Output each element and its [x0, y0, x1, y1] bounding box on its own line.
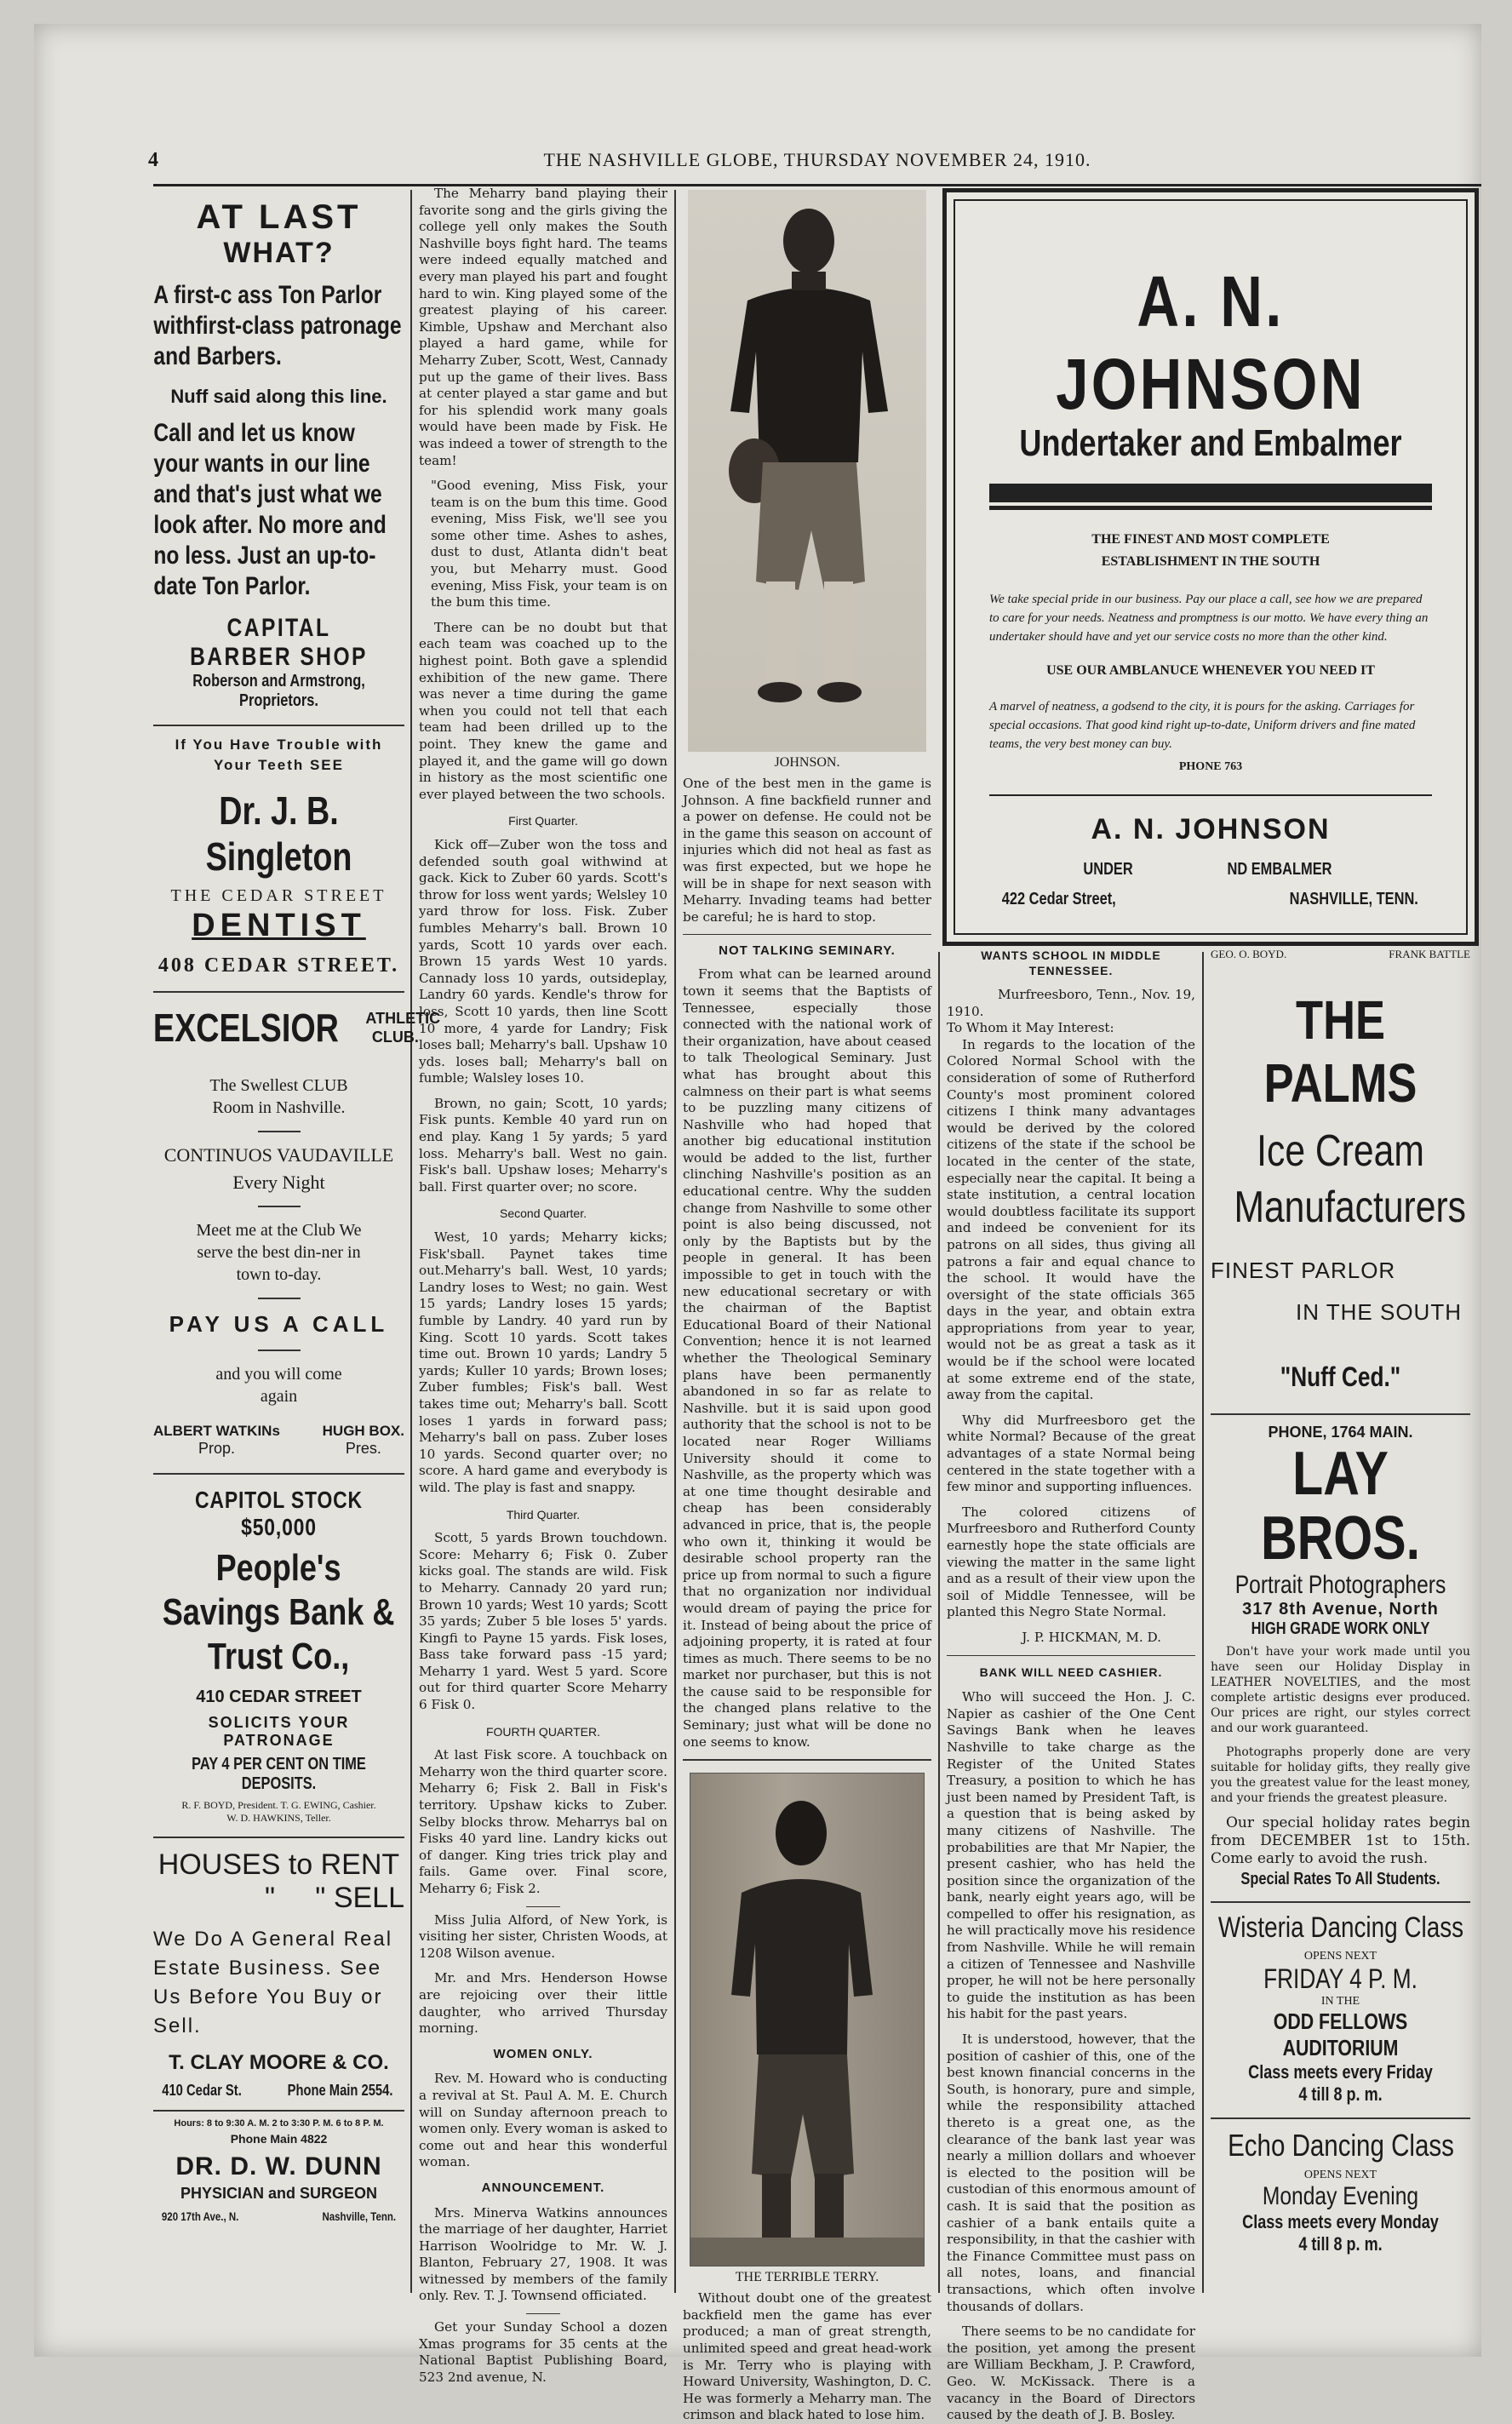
dentist-street: THE CEDAR STREET	[170, 886, 387, 905]
social-note: Miss Julia Alford, of New York, is visiting her sister, Christen Woods, at 1208 Wilson avenue.	[419, 1911, 667, 1961]
lay-phone: PHONE, 1764 MAIN.	[1268, 1424, 1413, 1441]
decorative-bar	[989, 484, 1432, 502]
article-poem: "Good evening, Miss Fisk, your team is on the bum this time. Good evening, Miss Fisk, we'll see you some other time. Ashes to ashes, dust to dust, Atlanta didn't beat you, but Meharry must. Good evening, Miss Fisk, your team is on the bum this time.	[431, 478, 667, 610]
undertaker-label: UNDER	[1083, 860, 1134, 879]
real-estate-head: HOUSES to RENT	[158, 1848, 400, 1881]
article-paragraph: The colored citizens of Murfreesboro and Rutherford County earnestly hope the state officials are viewing the matter in the same light and as a result of their view upon the soil of Middle Tennessee, will be planted this Negro State Normal.	[947, 1504, 1195, 1620]
masthead-title: THE NASHVILLE GLOBE, THURSDAY NOVEMBER 24, 1910.	[543, 149, 1091, 170]
bank-officers: R. F. BOYD, President. T. G. EWING, Cashier.	[181, 1799, 376, 1811]
echo-opens: OPENS NEXT	[1303, 2169, 1377, 2181]
ad-headline-2: WHAT?	[223, 237, 335, 269]
article-paragraph: In regards to the location of the Colored Normal School with the consideration of some of Rutherford County's most prominent colored citizens I think many advantages would be derived by the colored citizens of the state if the school be located in the center of the state, especially near the capital. It being a state institution, a central location would doubtless facilitate its support and indeed be convenient for its patrons on all sides, thus giving all patrons a fair and equal chance to the school. It would have the oversight of the state officials 365 days in the year, and obtain extra appropriations from year to year, would not be as great a task as it would be if the school were located at some extreme end of the state, away from the capital.	[947, 1036, 1195, 1403]
ad-johnson-undertaker	[942, 188, 1479, 946]
proprietor-battle: FRANK BATTLE	[1389, 948, 1470, 960]
wisteria-venue: ODD FELLOWS AUDITORIUM	[1273, 2009, 1408, 2060]
article-paragraph: Rev. M. Howard who is conducting a revival at St. Paul A. M. E. Church will on Sunday afternoon preach to women only. Every woman is asked to come out and hear this wonderful woman.	[419, 2071, 667, 2170]
football-player-illustration	[690, 1774, 924, 2266]
article-johnson	[683, 776, 931, 925]
club-name: EXCELSIOR	[152, 1006, 339, 1050]
ad-the-palms	[1211, 989, 1470, 1393]
undertaker-finest: THE FINEST AND MOST COMPLETE ESTABLISHMENT IN THE SOUTH	[1091, 532, 1330, 569]
ad-divider	[153, 2110, 404, 2112]
salutation: To Whom it May Interest:	[947, 1020, 1114, 1036]
real-estate-address: 410 Cedar St.	[162, 2082, 242, 2099]
bank-address: 410 CEDAR STREET	[196, 1688, 362, 1706]
article-paragraph: Get your Sunday School a dozen Xmas programs for 35 cents at the National Baptist Publishing Board, 523 2nd avenue, N.	[419, 2319, 667, 2385]
photo-caption: JOHNSON.	[774, 755, 840, 770]
article-divider	[947, 1655, 1195, 1656]
undertaker-name-2: A. N. JOHNSON	[1091, 813, 1331, 845]
lay-paragraph: Photographs properly done are very suitable for holiday gifts, they really give you the greatest value for the least money, and your friends the greatest pleasure.	[1211, 1745, 1470, 1805]
article-paragraph: West, 10 yards; Meharry kicks; Fisk'sball. Paynet takes time out.Meharry's ball. West, 10 yards; Landry loses to West; no gain. West 15 yards; Landry loses 15 yards; fumble by Landry. 40 yard run by King. Scott 10 yards. Scott takes time out. Brown 10 yards; Landry 5 yards; Kuller 10 yards; Brown loses; Zuber fumbles; Fisk's ball. West takes time out; Meharry's ball. Scott loses 1 yards in forward pass; Meharry's ball on pass. Zuber loses 10 yards. Second quarter over; no score. A hard game and everybody is wild. The play is fast and snappy.	[419, 1229, 667, 1495]
ad-dash	[258, 1206, 301, 1207]
dentist-address: 408 CEDAR STREET.	[158, 954, 400, 977]
article-paragraph: One of the best men in the game is Johnson. A fine backfield runner and a power on defense. He could not be in the game this season on account of injuries which did not heal as fast as was first expected, but we hope he will be in shape for next season with Meharry. Invading teams had better be careful; he is hard to stop.	[683, 776, 931, 925]
bank-solicit: SOLICITS YOUR PATRONAGE	[208, 1714, 350, 1749]
dentist-title: DENTIST	[192, 908, 366, 943]
article-paragraph: From what can be learned around town it seems that the Baptists of Tennessee, especially those connected with the national work of their organization, have about ceased to talk Theological Seminary. Just what has brought about this calmness on their part is what seems to be puzzling many citizens of Nashville who had hoped that another big educational institution would be added to the list, further clinching Nashville's position as an educational centre. Why the sudden change from Nashville to some other point is also being discussed, not only by the Baptists but by the people in general. It has been impossible to get in touch with the new educational secretary or with the chairman of the Baptist Educational Board of their National Convention; hence it is not learned whether the Theological Seminary plans have been permanently abandoned in so far as relate to Nashville. but it is said upon good authority that the school is not to be located near Roger Williams University should it come to Nashville, as the property which was at one time thought desirable and cheap has been considerably advanced in price, that is, the people who own it, thinking it would be desirable school property ran the price up from normal to such a figure that no organization nor individual would dream of paying the price for it. Instead of being about the price of adjoining property, it is rated at four times as much. There seems to be no market nor purchaser, but this is not the cause said to be responsible for the changed plans relative to the Seminary; just what will be done no one seems to know.	[683, 966, 931, 1750]
photo-caption: THE TERRIBLE TERRY.	[735, 2270, 879, 2285]
ad-headline: AT LAST	[196, 198, 362, 236]
section-heading: First Quarter.	[508, 814, 578, 828]
lay-students: Special Rates To All Students.	[1240, 1870, 1440, 1888]
proprietors: Roberson and Armstrong, Proprietors.	[192, 672, 365, 710]
bank-name: People's Savings Bank & Trust Co.,	[163, 1547, 395, 1677]
echo-time: 4 till 8 p. m.	[1298, 2233, 1383, 2255]
club-line: The Swellest CLUB Room in Nashville.	[209, 1076, 348, 1117]
club-proprietor-title: Prop.	[198, 1440, 235, 1457]
doctor-city: Nashville, Tenn.	[322, 2209, 397, 2223]
office-hours: Hours: 8 to 9:30 A. M. 2 to 3:30 P. M. 6 to 8 P. M.	[174, 2118, 384, 2129]
palms-name: THE PALMS	[1263, 989, 1418, 1114]
club-call: PAY US A CALL	[169, 1311, 389, 1337]
article-paragraph: Who will succeed the Hon. J. C. Napier as cashier of the One Cent Savings Bank when he leaves Nashville to take charge as the Register of the United States Treasury, a position to which he has just been named by President Taft, is a question that is being asked by many citizens of Nashville. The probabilities are that Mr Napier, the present cashier, who has held the position since the organization of the bank, nearly eight years ago, will be compelled to offer his resignation, as he will practically move his residence from Nashville. While he will remain a citizen of Tennessee and Nashville proper, he will not be here personally to guide the institution as has been his habit for the past years.	[947, 1689, 1195, 2022]
article-paragraph: It is understood, however, that the position of cashier of this, one of the best known financial concerns in the South, is honorary, pure and simple, while the responsibility attached thereto is a great one, as the clearance of the bank last year was nearly a million dollars and whoever is elected to the position will be custodian of this enormous amount of cash. It is said that the position as cashier of a bank entails quite a responsibility, in that the cashier with the Finance Committee must pass on all notes, loans, and financial transactions, which often involve thousands of dollars.	[947, 2031, 1195, 2314]
masthead-rule	[153, 184, 1481, 186]
real-estate-head-2: " " SELL	[265, 1882, 404, 1914]
social-note: Mr. and Mrs. Henderson Howse are rejoicing over their little daughter, who arrived Thursday morning.	[419, 1970, 667, 2037]
article-paragraph: Why did Murfreesboro get the white Normal? Because of the great advantages of a state Normal being centered in the state together with a few minor and supporting influences.	[947, 1412, 1195, 1495]
ad-tagline: Nuff said along this line.	[170, 386, 387, 407]
photo-terry	[690, 1773, 925, 2266]
article-paragraph: At last Fisk score. A touchback on Meharry won the third quarter score. Meharry 6; Fisk 2. Ball in Fisk's territory. Upshaw kicks to Zuber. Selby blocks throw. Meharrys bal on Fisks 40 yard line. Landry kicks out of danger. King tries trick play and fails. Game over. Final score, Meharry 6; Fisk 2.	[419, 1747, 667, 1896]
club-president: HUGH BOX.	[322, 1423, 404, 1439]
embalmer-label: ND EMBALMER	[1227, 860, 1332, 879]
wisteria-time: 4 till 8 p. m.	[1298, 2083, 1383, 2105]
column-photos	[683, 190, 931, 2423]
newspaper-page	[34, 24, 1481, 2423]
ad-peoples-savings-bank	[153, 1487, 404, 1825]
doctor-title: PHYSICIAN and SURGEON	[180, 2185, 378, 2202]
echo-day: Monday Evening	[1262, 2182, 1419, 2210]
ad-dr-dunn	[153, 2118, 404, 2223]
article-heading: BANK WILL NEED CASHIER.	[979, 1665, 1163, 1679]
palms-finest: FINEST PARLOR	[1211, 1258, 1396, 1283]
column-football	[419, 186, 667, 2385]
article-paragraph: Mrs. Minerva Watkins announces the marriage of her daughter, Harriet Harrison Woolridge to Mr. W. J. Blanton, February 27, 1908. It was witnessed by members of the family only. Rev. T. J. Townsend officiated.	[419, 2204, 667, 2304]
article-paragraph: Scott, 5 yards Brown touchdown. Score: Meharry 6; Fisk 0. Zuber kicks goal. The stands are wild. Fisk to Meharry. Cannady 20 yard run; Brown 10 yards; West 10 yards; Scott 35 yards; Zuber 5 ble loses 5' yards. Kingfi to Payne 15 yards. Fisk loses, Bass take forward pass -15 yard; Meharry 1 yard. West 5 yard. Score out for third quarter Score Meharry 6 Fisk 0.	[419, 1530, 667, 1713]
signature: J. P. HICKMAN, M. D.	[1022, 1629, 1161, 1645]
article-terry	[683, 2290, 931, 2424]
lay-name: LAY BROS.	[1261, 1440, 1420, 1573]
column-school-bank	[947, 948, 1195, 2423]
ad-dash	[258, 1298, 301, 1299]
dentist-name: Dr. J. B. Singleton	[205, 788, 352, 879]
ad-divider	[1211, 1901, 1470, 1903]
real-estate-phone: Phone Main 2554.	[287, 2082, 393, 2099]
article-paragraph: There seems to be no candidate for the position, yet among the present are William Beckham, J. P. Crawford, Geo. W. McKissack. There is a vacancy in the Board of Directors caused by the death of J. B. Bosley.	[947, 2324, 1195, 2423]
undertaker-address: 422 Cedar Street,	[1001, 890, 1116, 908]
doctor-address: 920 17th Ave., N.	[161, 2209, 239, 2223]
column-divider	[1202, 952, 1204, 2293]
ad-excelsior-club	[152, 1005, 441, 1458]
bank-teller: W. D. HAWKINS, Teller.	[226, 1812, 331, 1824]
ad-wisteria-dancing	[1211, 1911, 1470, 2106]
undertaker-ambulance: USE OUR AMBLANUCE WHENEVER YOU NEED IT	[1046, 663, 1375, 678]
business-name: CAPITAL BARBER SHOP	[190, 614, 368, 671]
bank-interest: PAY 4 PER CENT ON TIME DEPOSITS.	[192, 1755, 366, 1793]
undertaker-phone: PHONE 763	[1178, 760, 1243, 773]
article-heading: WANTS SCHOOL IN MIDDLE TENNESSEE.	[981, 948, 1161, 977]
proprietor-boyd: GEO. O. BOYD.	[1211, 948, 1287, 960]
ad-inner-border	[954, 199, 1468, 935]
club-dinner: Meet me at the Club We serve the best din-ner in town to-day.	[196, 1221, 362, 1284]
article-divider	[526, 1906, 560, 1907]
club-every-night: Every Night	[232, 1172, 325, 1193]
article-divider	[683, 934, 931, 935]
ad-divider	[1211, 1413, 1470, 1415]
lay-address: 317 8th Avenue, North	[1242, 1600, 1439, 1619]
article-heading: ANNOUNCEMENT.	[481, 2180, 605, 2195]
echo-name: Echo Dancing Class	[1227, 2128, 1454, 2163]
ad-echo-dancing	[1211, 2128, 1470, 2255]
real-estate-name: T. CLAY MOORE & CO.	[169, 2051, 389, 2074]
photo-johnson	[688, 190, 926, 752]
article-divider	[683, 1759, 931, 1761]
palms-tagline: Ice Cream Manufacturers	[1234, 1126, 1466, 1232]
lay-holiday: Our special holiday rates begin from DECEMBER 1st to 15th. Come early to avoid the rush.	[1211, 1814, 1470, 1867]
wisteria-name: Wisteria Dancing Class	[1217, 1911, 1463, 1944]
article-seminary	[683, 966, 931, 1751]
article-heading: WOMEN ONLY.	[493, 2046, 593, 2061]
club-president-title: Pres.	[345, 1440, 381, 1457]
article-paragraph: There can be no doubt but that each team was coached up to the highest point. Both gave a splendid exhibition of the new game. There was never a time during the game when you could not tell that each team had been drilled up to the point. They knew the game and played it, and the game will go down in history as the most scientific one ever played between the two schools.	[419, 619, 667, 802]
undertaker-city: NASHVILLE, TENN.	[1289, 890, 1418, 908]
column-divider	[410, 190, 412, 2293]
real-estate-body: We Do A General Real Estate Business. See Us Before You Buy or Sell.	[153, 1928, 393, 2037]
undertaker-paragraph-2: A marvel of neatness, a godsend to the city, it is pours for the asking. Carriages for special occasions. That good kind right up-to-date, Uniform drivers and fine mated teams, the very best money can buy.	[989, 700, 1416, 751]
undertaker-paragraph: We take special pride in our business. Pay our place a call, see how we are prepared to care for your needs. Neatness and promptness is our motto. We have every thing an undertaker should have and yet our service costs no more than the other kind.	[989, 593, 1429, 644]
ad-lay-bros	[1211, 1424, 1470, 1889]
section-heading: Second Quarter.	[500, 1206, 587, 1221]
wisteria-day: FRIDAY 4 P. M.	[1263, 1963, 1418, 1994]
decorative-bar	[989, 506, 1432, 510]
club-proprietor: ALBERT WATKINs	[153, 1423, 280, 1439]
article-paragraph: Without doubt one of the greatest backfield men the game has ever produced; a man of great strength, unlimited speed and great head-work is Mr. Terry who is playing with Howard University, Washington, D. C. He was formerly a Meharry man. The crimson and black hated to lose him.	[683, 2290, 931, 2423]
lay-paragraph: Don't have your work made until you have seen our Holiday Display in LEATHER NOVELTIES, and the most complete artistic designs ever produced. Our prices are right, our styles correct and our work guaranteed.	[1211, 1645, 1470, 1735]
ad-teaser: If You Have Trouble with Your Teeth SEE	[175, 736, 383, 773]
section-heading: Third Quarter.	[506, 1507, 581, 1521]
doctor-phone: Phone Main 4822	[230, 2132, 328, 2146]
wisteria-in-the: IN THE	[1320, 1995, 1360, 2008]
ad-capital-barber-shop	[153, 198, 404, 711]
palms-nuff: "Nuff Ced."	[1280, 1361, 1401, 1392]
ad-dentist	[153, 735, 404, 977]
column-ads-right	[1211, 948, 1470, 2293]
ad-divider	[153, 1837, 404, 1838]
ad-dash	[258, 1131, 301, 1132]
column-ads-left	[152, 198, 441, 2293]
ad-divider	[153, 1473, 404, 1475]
article-divider	[526, 2313, 560, 2314]
article-heading: NOT TALKING SEMINARY.	[719, 943, 896, 959]
club-officers	[153, 1423, 404, 1458]
wisteria-meets: Class meets every Friday	[1248, 2061, 1433, 2083]
ad-t-clay-moore	[153, 1848, 404, 2100]
echo-meets: Class meets every Monday	[1242, 2211, 1439, 2232]
ad-divider	[1211, 2117, 1470, 2119]
ad-divider	[989, 794, 1432, 796]
dateline: Murfreesboro, Tenn., Nov. 19, 1910.	[947, 987, 1195, 1019]
article-paragraph: The Meharry band playing their favorite song and the girls giving the college yell only makes the South Nashville boys fight hard. The teams were indeed equally matched and every man played his part and fought hard to win. King played some of the greatest playing of his career. Kimble, Upshaw and Merchant also played a hard game, while for Meharry Zuber, Scott, West, Cannady put up the game of their lives. Bass at center played a star game and but for his splendid work many goals would have been made by Fisk. He was indeed a tower of strength to the team!	[419, 186, 667, 468]
football-player-illustration	[688, 190, 926, 752]
ad-divider	[153, 991, 404, 993]
column-divider	[938, 952, 940, 2293]
palms-south: IN THE SOUTH	[1296, 1299, 1462, 1325]
section-heading: FOURTH QUARTER.	[485, 1724, 601, 1739]
club-type: ATHLETIC CLUB.	[365, 1010, 441, 1046]
article-paragraph: Brown, no gain; Scott, 10 yards; Fisk punts. Kemble 40 yard run on end play. Kang 1 5y yards; 5 yard loss. Meharry's ball. West no gain. Fisk's ball. Upshaw loses; Meharry's ball. First quarter over; no score.	[419, 1095, 667, 1195]
article-paragraph: Kick off—Zuber won the toss and defended south goal withwind at gack. Kick to Zuber 60 yards. Scott's throw for loss went yards; Welsley 10 yard throw for loss. Fisk. Zuber fumbles Meharry's ball. Brown 10 yards, Scott 10 yards over each. Brown 15 yards West 10 yards. Cannady loss 10 yards, outsideplay, Landry 60 yards. Kendle's throw for loss, Scott 10 yards, then line Scott 10 more, 4 yarde for Landry; Fisk loses ball; Meharry's ball. Upshaw 10 yds. loses ball; Meharry's ball on fumble; Walsley loses 10.	[419, 836, 667, 1086]
doctor-name: DR. D. W. DUNN	[175, 2152, 382, 2180]
wisteria-opens: OPENS NEXT	[1303, 1950, 1377, 1963]
page-number: 4	[148, 148, 158, 171]
masthead	[148, 143, 1476, 177]
club-vaudeville: CONTINUOS VAUDAVILLE	[163, 1144, 394, 1166]
ad-dash	[258, 1350, 301, 1351]
ad-body-2: Call and let us know your wants in our line and that's just what we look after. No more and no less. Just an up-to-date Ton Parlor.	[152, 419, 387, 600]
club-again: and you will come again	[215, 1365, 342, 1406]
undertaker-title: Undertaker and Embalmer	[1019, 422, 1402, 464]
lay-grade: HIGH GRADE WORK ONLY	[1251, 1619, 1430, 1638]
lay-title: Portrait Photographers	[1234, 1571, 1446, 1599]
undertaker-name: A. N. JOHNSON	[1056, 261, 1366, 424]
ad-body: A first-c ass Ton Parlor withfirst-class patronage and Barbers.	[152, 281, 402, 370]
ad-divider	[153, 725, 404, 726]
column-divider	[674, 190, 676, 2293]
bank-capital: CAPITOL STOCK $50,000	[195, 1487, 363, 1540]
